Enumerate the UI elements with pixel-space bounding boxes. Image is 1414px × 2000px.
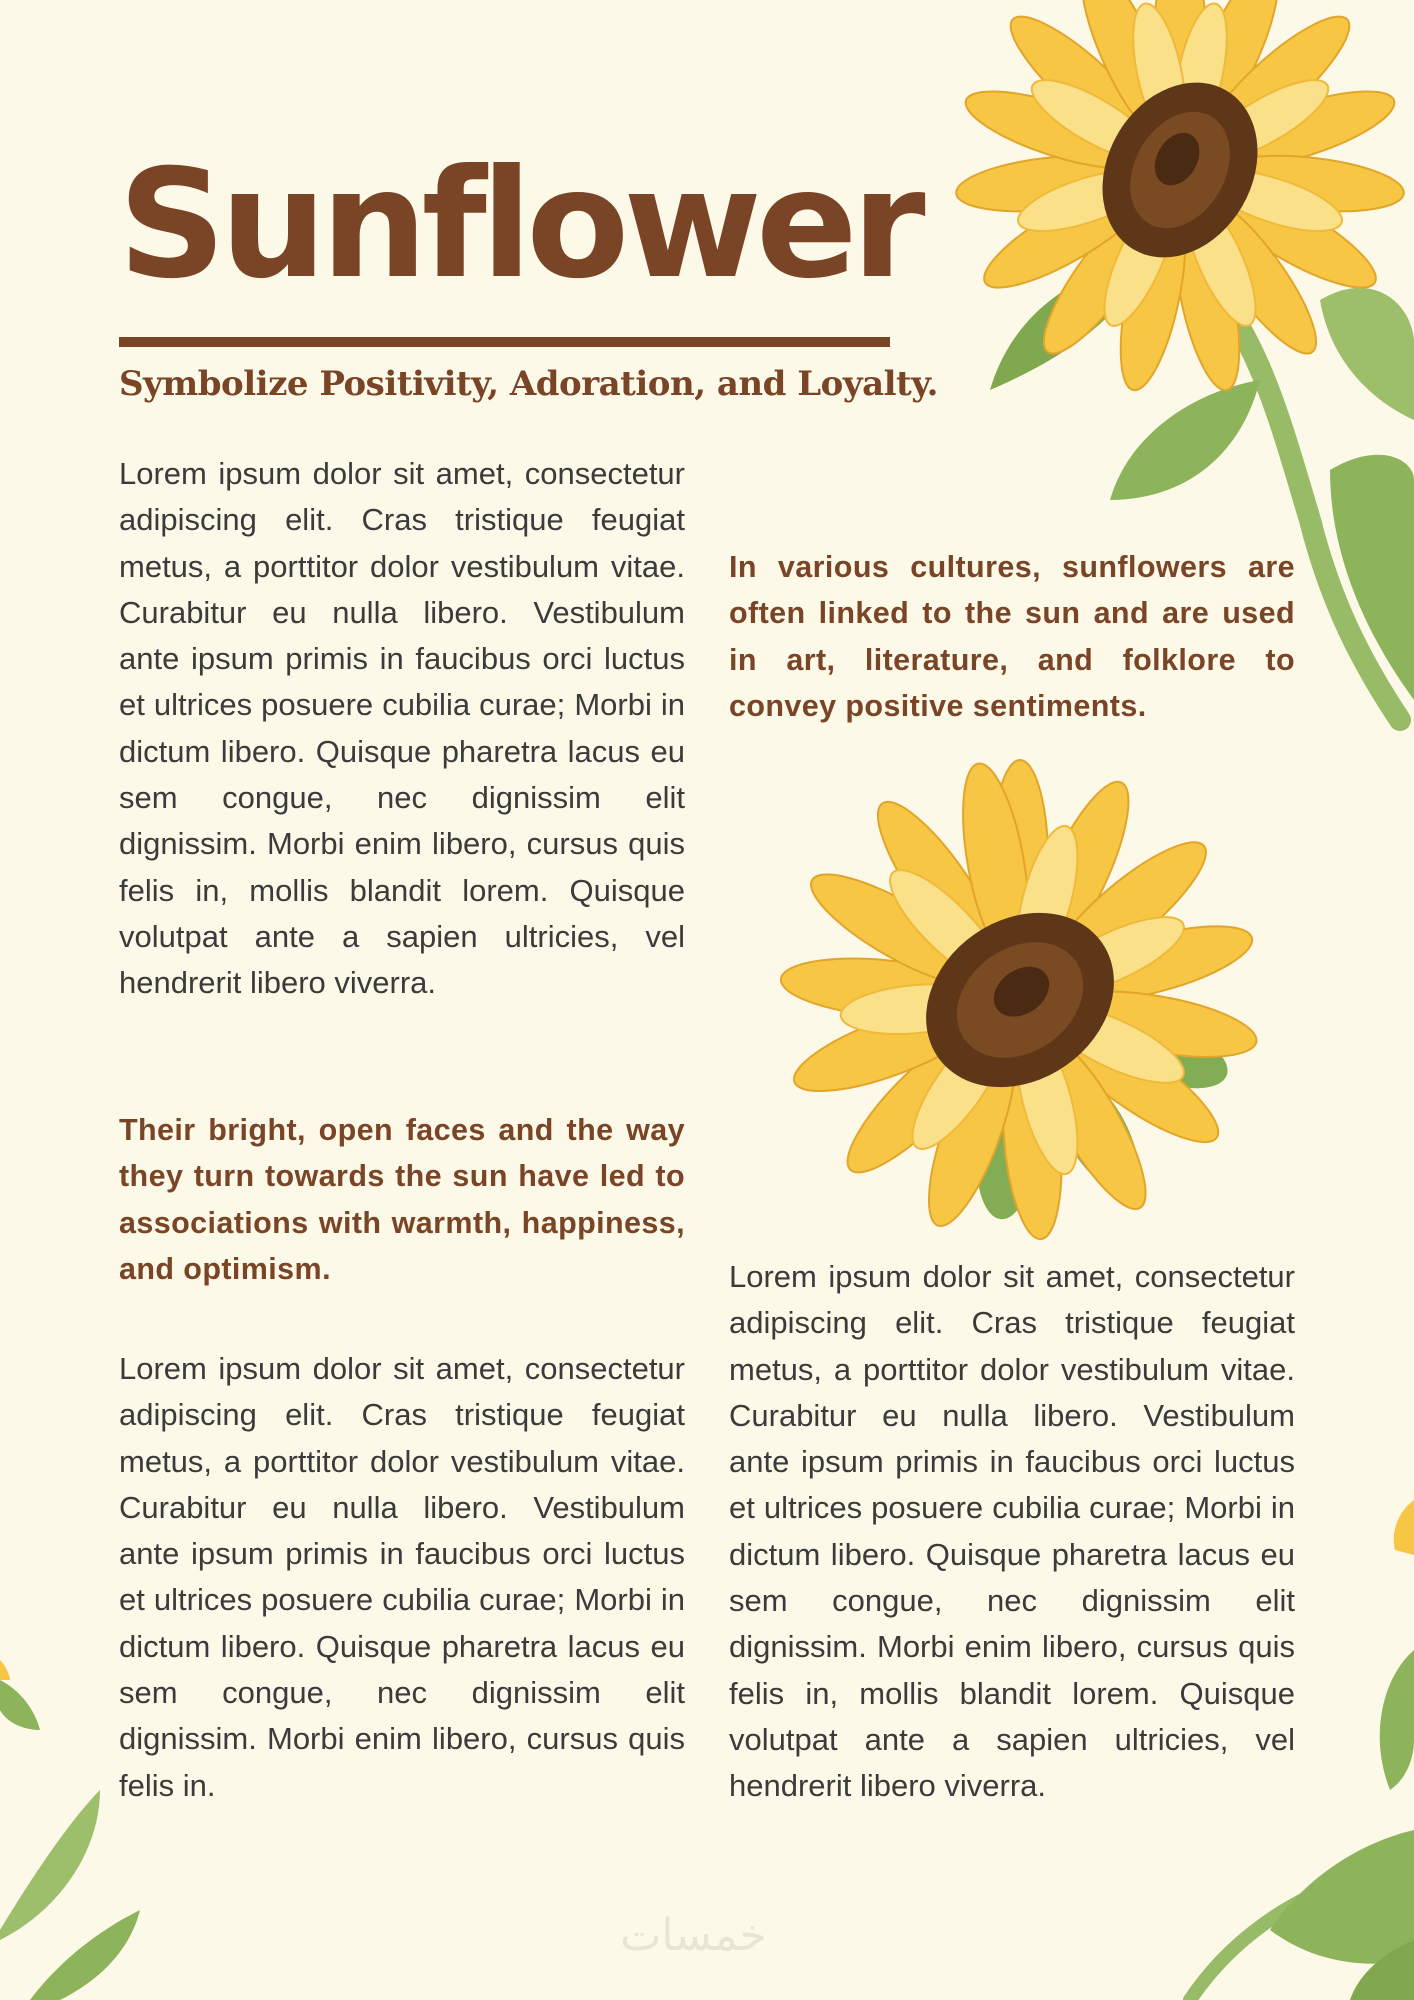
left-highlight-quote: Their bright, open faces and the way they turn towards the sun have led to associations with warmth, happiness, and optimism.: [119, 1113, 685, 1286]
right-highlight-quote: In various cultures, sunflowers are often linked to the sun and are used in art, literature, and folklore to convey positive sentiments.: [729, 550, 1295, 723]
watermark-text: خمسات: [620, 1910, 767, 1961]
left-body-paragraph-1: Lorem ipsum dolor sit amet, consectetur adipiscing elit. Cras tristique feugiat metus, a porttitor dolor vestibulum vitae. Curabitur eu nulla libero. Vestibulum ante ipsum primis in faucibus orci luctus et ultrices posuere cubilia curae; Morbi in dictum libero. Quisque pharetra lacus eu sem congue, nec dignissim elit dignissim. Morbi enim libero, cursus quis felis in, mollis blandit lorem. Quisque volutpat ante a sapien ultricies, vel hendrerit libero viverra.: [119, 456, 685, 1001]
title-underline: [119, 337, 890, 347]
right-body-paragraph-1: Lorem ipsum dolor sit amet, consectetur adipiscing elit. Cras tristique feugiat metus, a porttitor dolor vestibulum vitae. Curabitur eu nulla libero. Vestibulum ante ipsum primis in faucibus orci luctus et ultrices posuere cubilia curae; Morbi in dictum libero. Quisque pharetra lacus eu sem congue, nec dignissim elit dignissim. Morbi enim libero, cursus quis felis in, mollis blandit lorem. Quisque volutpat ante a sapien ultricies, vel hendrerit libero viverra.: [729, 1259, 1295, 1804]
page-title: Sunflower: [118, 138, 920, 312]
sunflower-middle-illustration: [745, 750, 1285, 1250]
page-subtitle: Symbolize Positivity, Adoration, and Loyalty.: [119, 364, 938, 404]
left-body-paragraph-2: Lorem ipsum dolor sit amet, consectetur adipiscing elit. Cras tristique feugiat metus, a porttitor dolor vestibulum vitae. Curabitur eu nulla libero. Vestibulum ante ipsum primis in faucibus orci luctus et ultrices posuere cubilia curae; Morbi in dictum libero. Quisque pharetra lacus eu sem congue, nec dignissim elit dignissim. Morbi enim libero, cursus quis felis in.: [119, 1351, 685, 1803]
